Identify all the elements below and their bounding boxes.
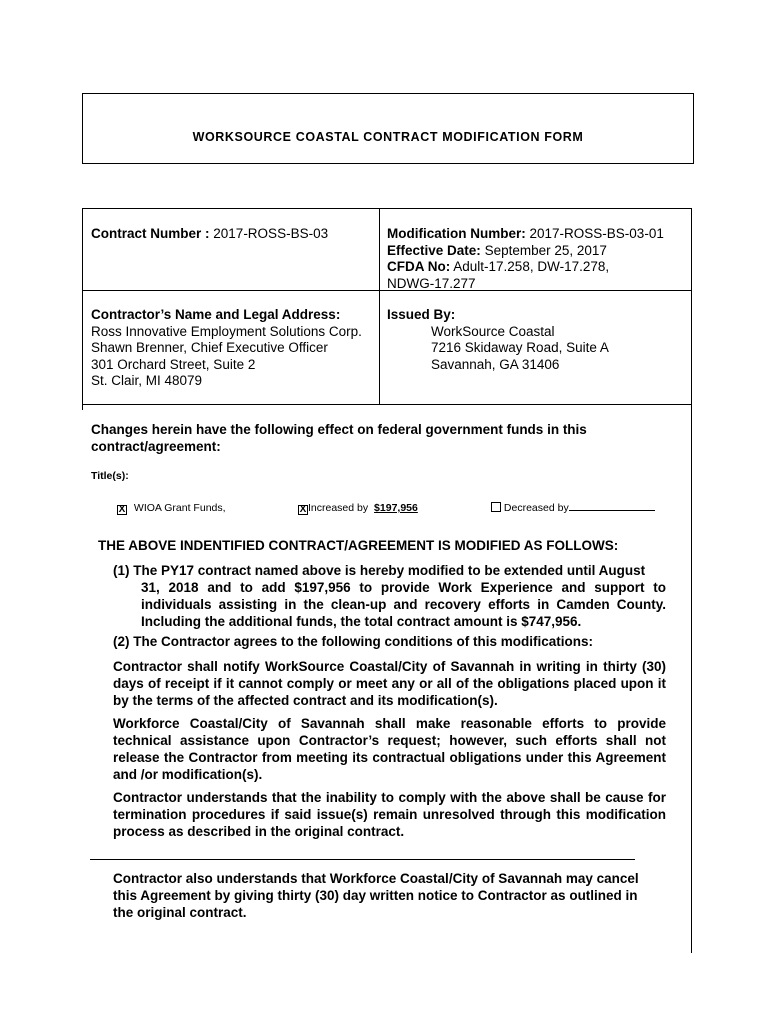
table-middle-divider: [379, 208, 380, 405]
contractor-line: Shawn Brenner, Chief Executive Officer: [91, 340, 328, 355]
decreased-label: Decreased by: [503, 502, 569, 514]
funds-effect-heading: [91, 422, 686, 455]
item-1-rest: 31, 2018 and to add $197,956 to provide Work Experience and support to individuals assisting in the clean-up and recovery efforts in Camden County. Including the additional funds, the total contract amount is $747,956.: [141, 580, 666, 629]
contractor-block: [91, 307, 376, 390]
contractor-line: St. Clair, MI 48079: [91, 373, 203, 388]
condition-paragraph-4: Contractor also understands that Workforce Coastal/City of Savannah may cancel this Agreement by giving thirty (30) day written notice to Contractor as outlined in the original contract.: [113, 871, 639, 920]
effective-date: [387, 243, 687, 260]
table-row-divider-2: [82, 404, 692, 405]
table-top-border: [82, 208, 692, 209]
wioa-label: WIOA Grant Funds,: [133, 502, 226, 514]
cfda-label: CFDA No:: [387, 259, 451, 274]
contractor-label: Contractor’s Name and Legal Address:: [91, 307, 341, 322]
increased-label: Increased by: [308, 502, 369, 514]
cfda-value-line1: Adult-17.258, DW-17.278,: [453, 259, 610, 274]
increased-checkbox[interactable]: X: [299, 504, 307, 515]
contract-number-value: 2017-ROSS-BS-03: [213, 226, 329, 241]
modification-number: [387, 226, 687, 243]
funds-effect-heading-line1: Changes herein have the following effect on federal government funds in this: [91, 422, 587, 437]
decreased-checkbox[interactable]: [491, 502, 501, 512]
effective-date-value: September 25, 2017: [484, 242, 607, 258]
item-1-number: (1): [113, 563, 130, 578]
item-1-first-line: The PY17 contract named above is hereby modified to be extended until August: [133, 563, 646, 578]
wioa-option[interactable]: [117, 500, 226, 517]
issued-by-block: [387, 307, 687, 373]
increased-option[interactable]: [298, 500, 418, 517]
condition-paragraph-3: Contractor understands that the inability to comply with the above shall be cause for termination procedures if said issue(s) remain unresolved through this modification process as described in the original contract.: [113, 790, 666, 839]
section-divider: [90, 859, 635, 860]
wioa-checkbox[interactable]: X: [118, 504, 126, 515]
cfda-value-line2: NDWG-17.277: [387, 275, 476, 291]
modification-heading: THE ABOVE INDENTIFIED CONTRACT/AGREEMENT IS MODIFIED AS FOLLOWS:: [98, 538, 619, 553]
increased-amount: $197,956: [374, 502, 418, 514]
condition-paragraph-1: Contractor shall notify WorkSource Coastal/City of Savannah in writing in thirty (30) days of receipt if it cannot comply or meet any or all of the obligations placed upon it by the terms of the affected contract and its modification(s).: [113, 659, 666, 708]
form-title: WORKSOURCE COASTAL CONTRACT MODIFICATION FORM: [192, 130, 584, 144]
issued-by-line: 7216 Skidaway Road, Suite A: [431, 340, 609, 355]
contractor-line: 301 Orchard Street, Suite 2: [91, 356, 256, 372]
issued-by-line: WorkSource Coastal: [431, 323, 555, 339]
issued-by-line: Savannah, GA 31406: [431, 356, 560, 372]
condition-paragraph-2: Workforce Coastal/City of Savannah shall make reasonable efforts to provide technical assistance upon Contractor’s request; however, such efforts shall not release the Contractor from meeting its contractual obligations under this Agreement and /or modification(s).: [113, 716, 666, 782]
cfda-number: [387, 259, 687, 276]
form-title-box: [82, 93, 694, 164]
modification-number-label: Modification Number:: [387, 226, 526, 241]
effective-date-label: Effective Date:: [387, 242, 481, 258]
contract-number: [91, 226, 328, 243]
titles-label: Title(s):: [91, 470, 129, 482]
contract-number-label: Contract Number :: [91, 226, 210, 241]
decreased-option[interactable]: [491, 500, 655, 517]
decreased-amount-blank: [569, 501, 655, 511]
funds-effect-heading-line2: contract/agreement:: [91, 438, 221, 454]
contractor-line: Ross Innovative Employment Solutions Corp.: [91, 323, 362, 339]
table-left-border: [82, 208, 83, 410]
table-right-border: [691, 208, 692, 953]
modification-number-value: 2017-ROSS-BS-03-01: [529, 226, 664, 241]
modification-item-2: (2) The Contractor agrees to the following conditions of this modifications:: [113, 634, 594, 649]
modification-item-1: [113, 562, 666, 630]
modification-details: [387, 226, 687, 292]
issued-by-label: Issued By:: [387, 307, 456, 322]
